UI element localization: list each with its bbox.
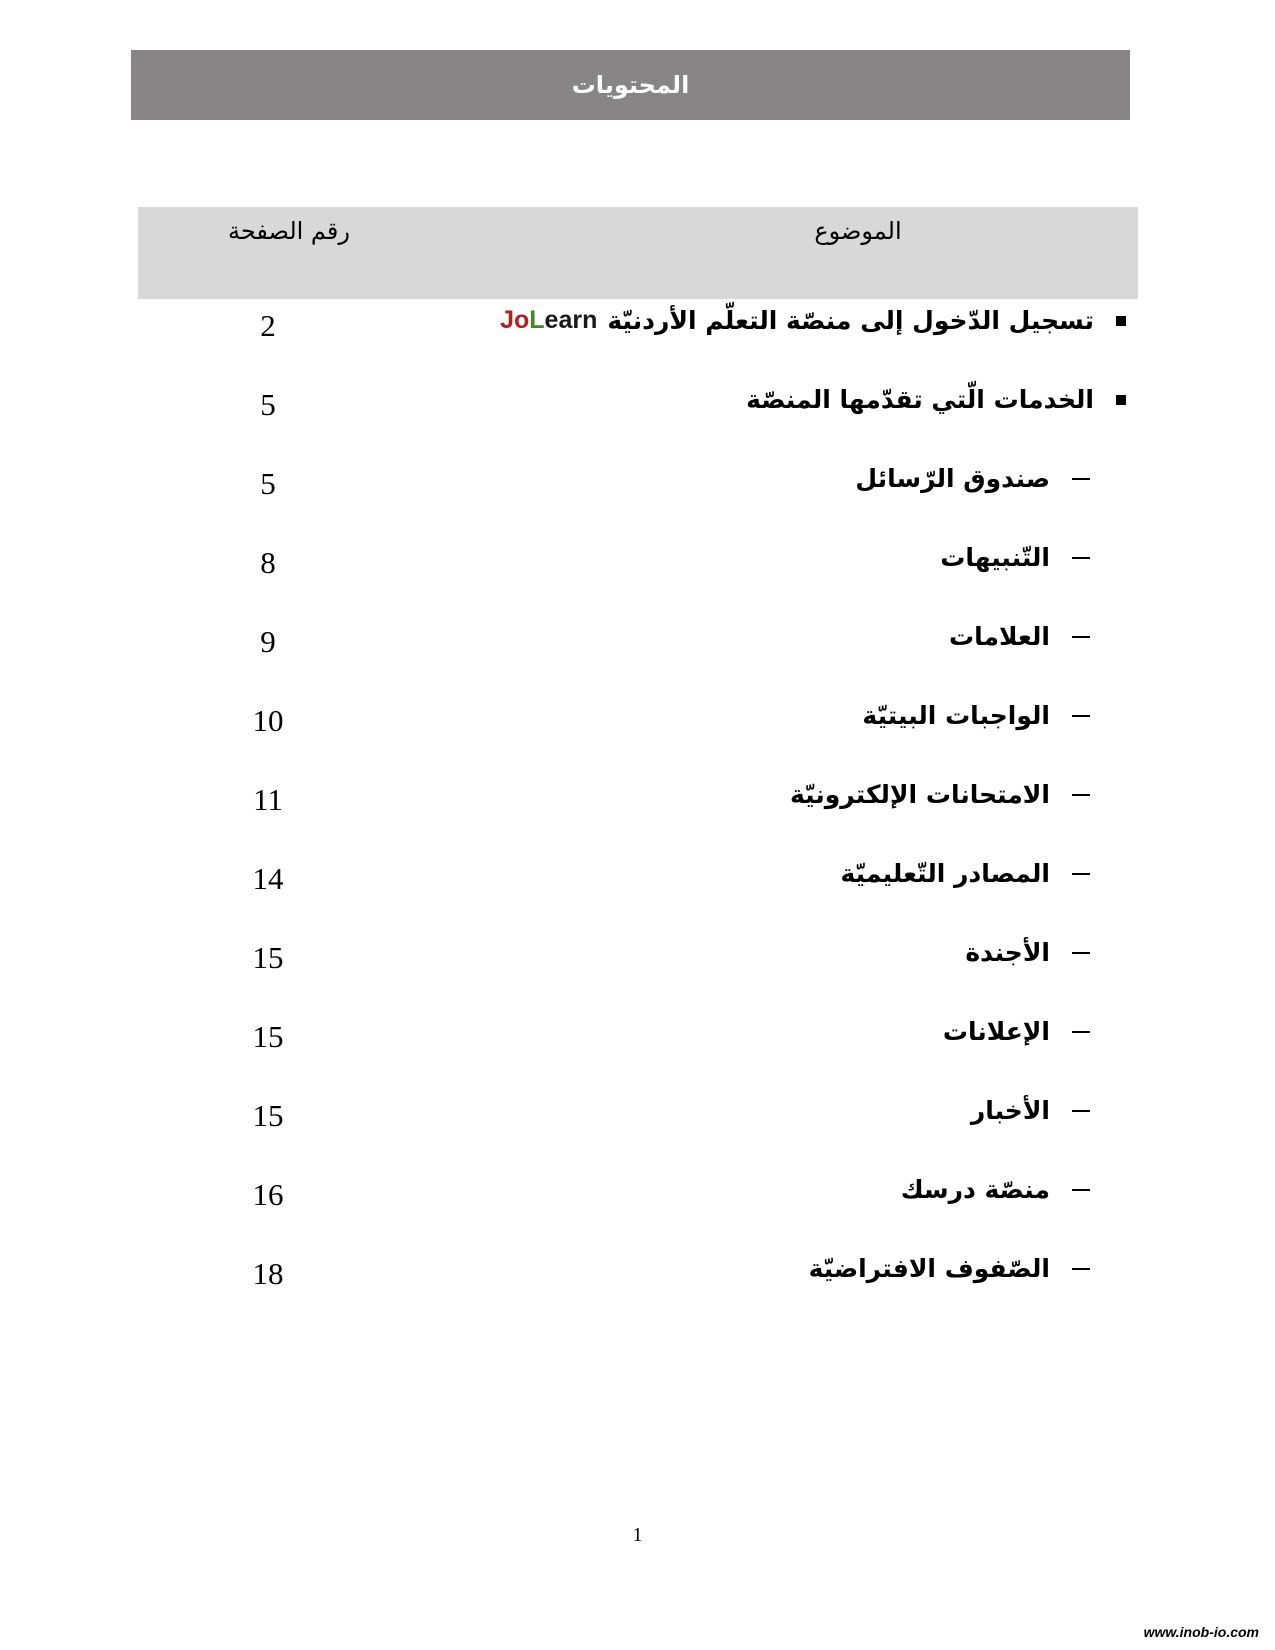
toc-label: الامتحانات الإلكترونيّة — [789, 780, 1050, 809]
table-header-row — [138, 207, 1138, 299]
jolearn-brand — [500, 306, 597, 335]
dash-bullet-icon — [1072, 478, 1090, 480]
toc-page-number: 15 — [252, 940, 284, 975]
square-bullet-icon — [1116, 395, 1126, 405]
toc-label: التّنبيهات — [940, 543, 1050, 572]
header-topic: الموضوع — [814, 217, 902, 245]
toc-page-number: 8 — [260, 545, 276, 580]
watermark: www.inob-io.com — [1143, 1624, 1259, 1640]
toc-page-number: 16 — [252, 1177, 284, 1212]
toc-topic — [318, 701, 1138, 730]
dash-bullet-icon — [1072, 1031, 1090, 1033]
toc-label: تسجيل الدّخول إلى منصّة التعلّم الأردنيّة — [607, 306, 1094, 335]
toc-topic — [318, 306, 1138, 335]
toc-topic — [318, 622, 1138, 651]
toc-row[interactable] — [138, 697, 1138, 747]
brand-j: J — [500, 306, 514, 334]
toc-title-bar — [131, 50, 1130, 120]
toc-topic — [318, 859, 1138, 888]
footer-page-number: 1 — [632, 1524, 643, 1546]
toc-page-number: 2 — [260, 308, 276, 343]
toc-topic — [318, 543, 1138, 572]
brand-l: L — [529, 306, 545, 334]
dash-bullet-icon — [1072, 873, 1090, 875]
toc-row[interactable] — [138, 1250, 1138, 1300]
toc-row[interactable] — [138, 618, 1138, 668]
page-title: المحتويات — [571, 71, 690, 99]
toc-topic — [318, 938, 1138, 967]
toc-row[interactable] — [138, 381, 1138, 431]
header-page-number: رقم الصفحة — [228, 217, 350, 245]
toc-topic — [318, 1017, 1138, 1046]
toc-label: الأخبار — [970, 1096, 1050, 1125]
toc-label: الصّفوف الافتراضيّة — [808, 1254, 1050, 1283]
toc-page-number: 5 — [260, 387, 276, 422]
dash-bullet-icon — [1072, 636, 1090, 638]
toc-page-number: 10 — [252, 703, 284, 738]
toc-topic — [318, 1096, 1138, 1125]
toc-label: المصادر التّعليميّة — [840, 859, 1050, 888]
toc-topic — [318, 1254, 1138, 1283]
toc-page-number: 15 — [252, 1098, 284, 1133]
dash-bullet-icon — [1072, 1189, 1090, 1191]
toc-row[interactable] — [138, 1092, 1138, 1142]
brand-o: o — [513, 306, 530, 334]
toc-page-number: 9 — [260, 624, 276, 659]
toc-row[interactable] — [138, 539, 1138, 589]
toc-page-number: 11 — [253, 782, 283, 817]
dash-bullet-icon — [1072, 557, 1090, 559]
toc-label: الإعلانات — [942, 1017, 1050, 1046]
toc-page-number: 14 — [252, 861, 284, 896]
toc-page-number: 18 — [252, 1256, 284, 1291]
dash-bullet-icon — [1072, 952, 1090, 954]
dash-bullet-icon — [1072, 794, 1090, 796]
toc-label: الخدمات الّتي تقدّمها المنصّة — [746, 385, 1094, 414]
toc-topic — [318, 464, 1138, 493]
brand-rest: earn — [544, 306, 598, 334]
square-bullet-icon — [1116, 316, 1126, 326]
toc-row[interactable] — [138, 934, 1138, 984]
toc-page-number: 5 — [260, 466, 276, 501]
toc-row[interactable] — [138, 855, 1138, 905]
toc-label: صندوق الرّسائل — [855, 464, 1050, 493]
toc-topic — [318, 780, 1138, 809]
toc-row[interactable] — [138, 302, 1138, 352]
toc-label: الأجندة — [965, 938, 1050, 967]
toc-label: منصّة درسك — [900, 1175, 1050, 1204]
toc-row[interactable] — [138, 776, 1138, 826]
toc-label: العلامات — [948, 622, 1050, 651]
toc-topic — [318, 1175, 1138, 1204]
dash-bullet-icon — [1072, 715, 1090, 717]
toc-page-number: 15 — [252, 1019, 284, 1054]
toc-row[interactable] — [138, 1013, 1138, 1063]
dash-bullet-icon — [1072, 1110, 1090, 1112]
toc-topic — [318, 385, 1138, 414]
toc-row[interactable] — [138, 460, 1138, 510]
toc-row[interactable] — [138, 1171, 1138, 1221]
toc-label: الواجبات البيتيّة — [862, 701, 1050, 730]
dash-bullet-icon — [1072, 1268, 1090, 1270]
